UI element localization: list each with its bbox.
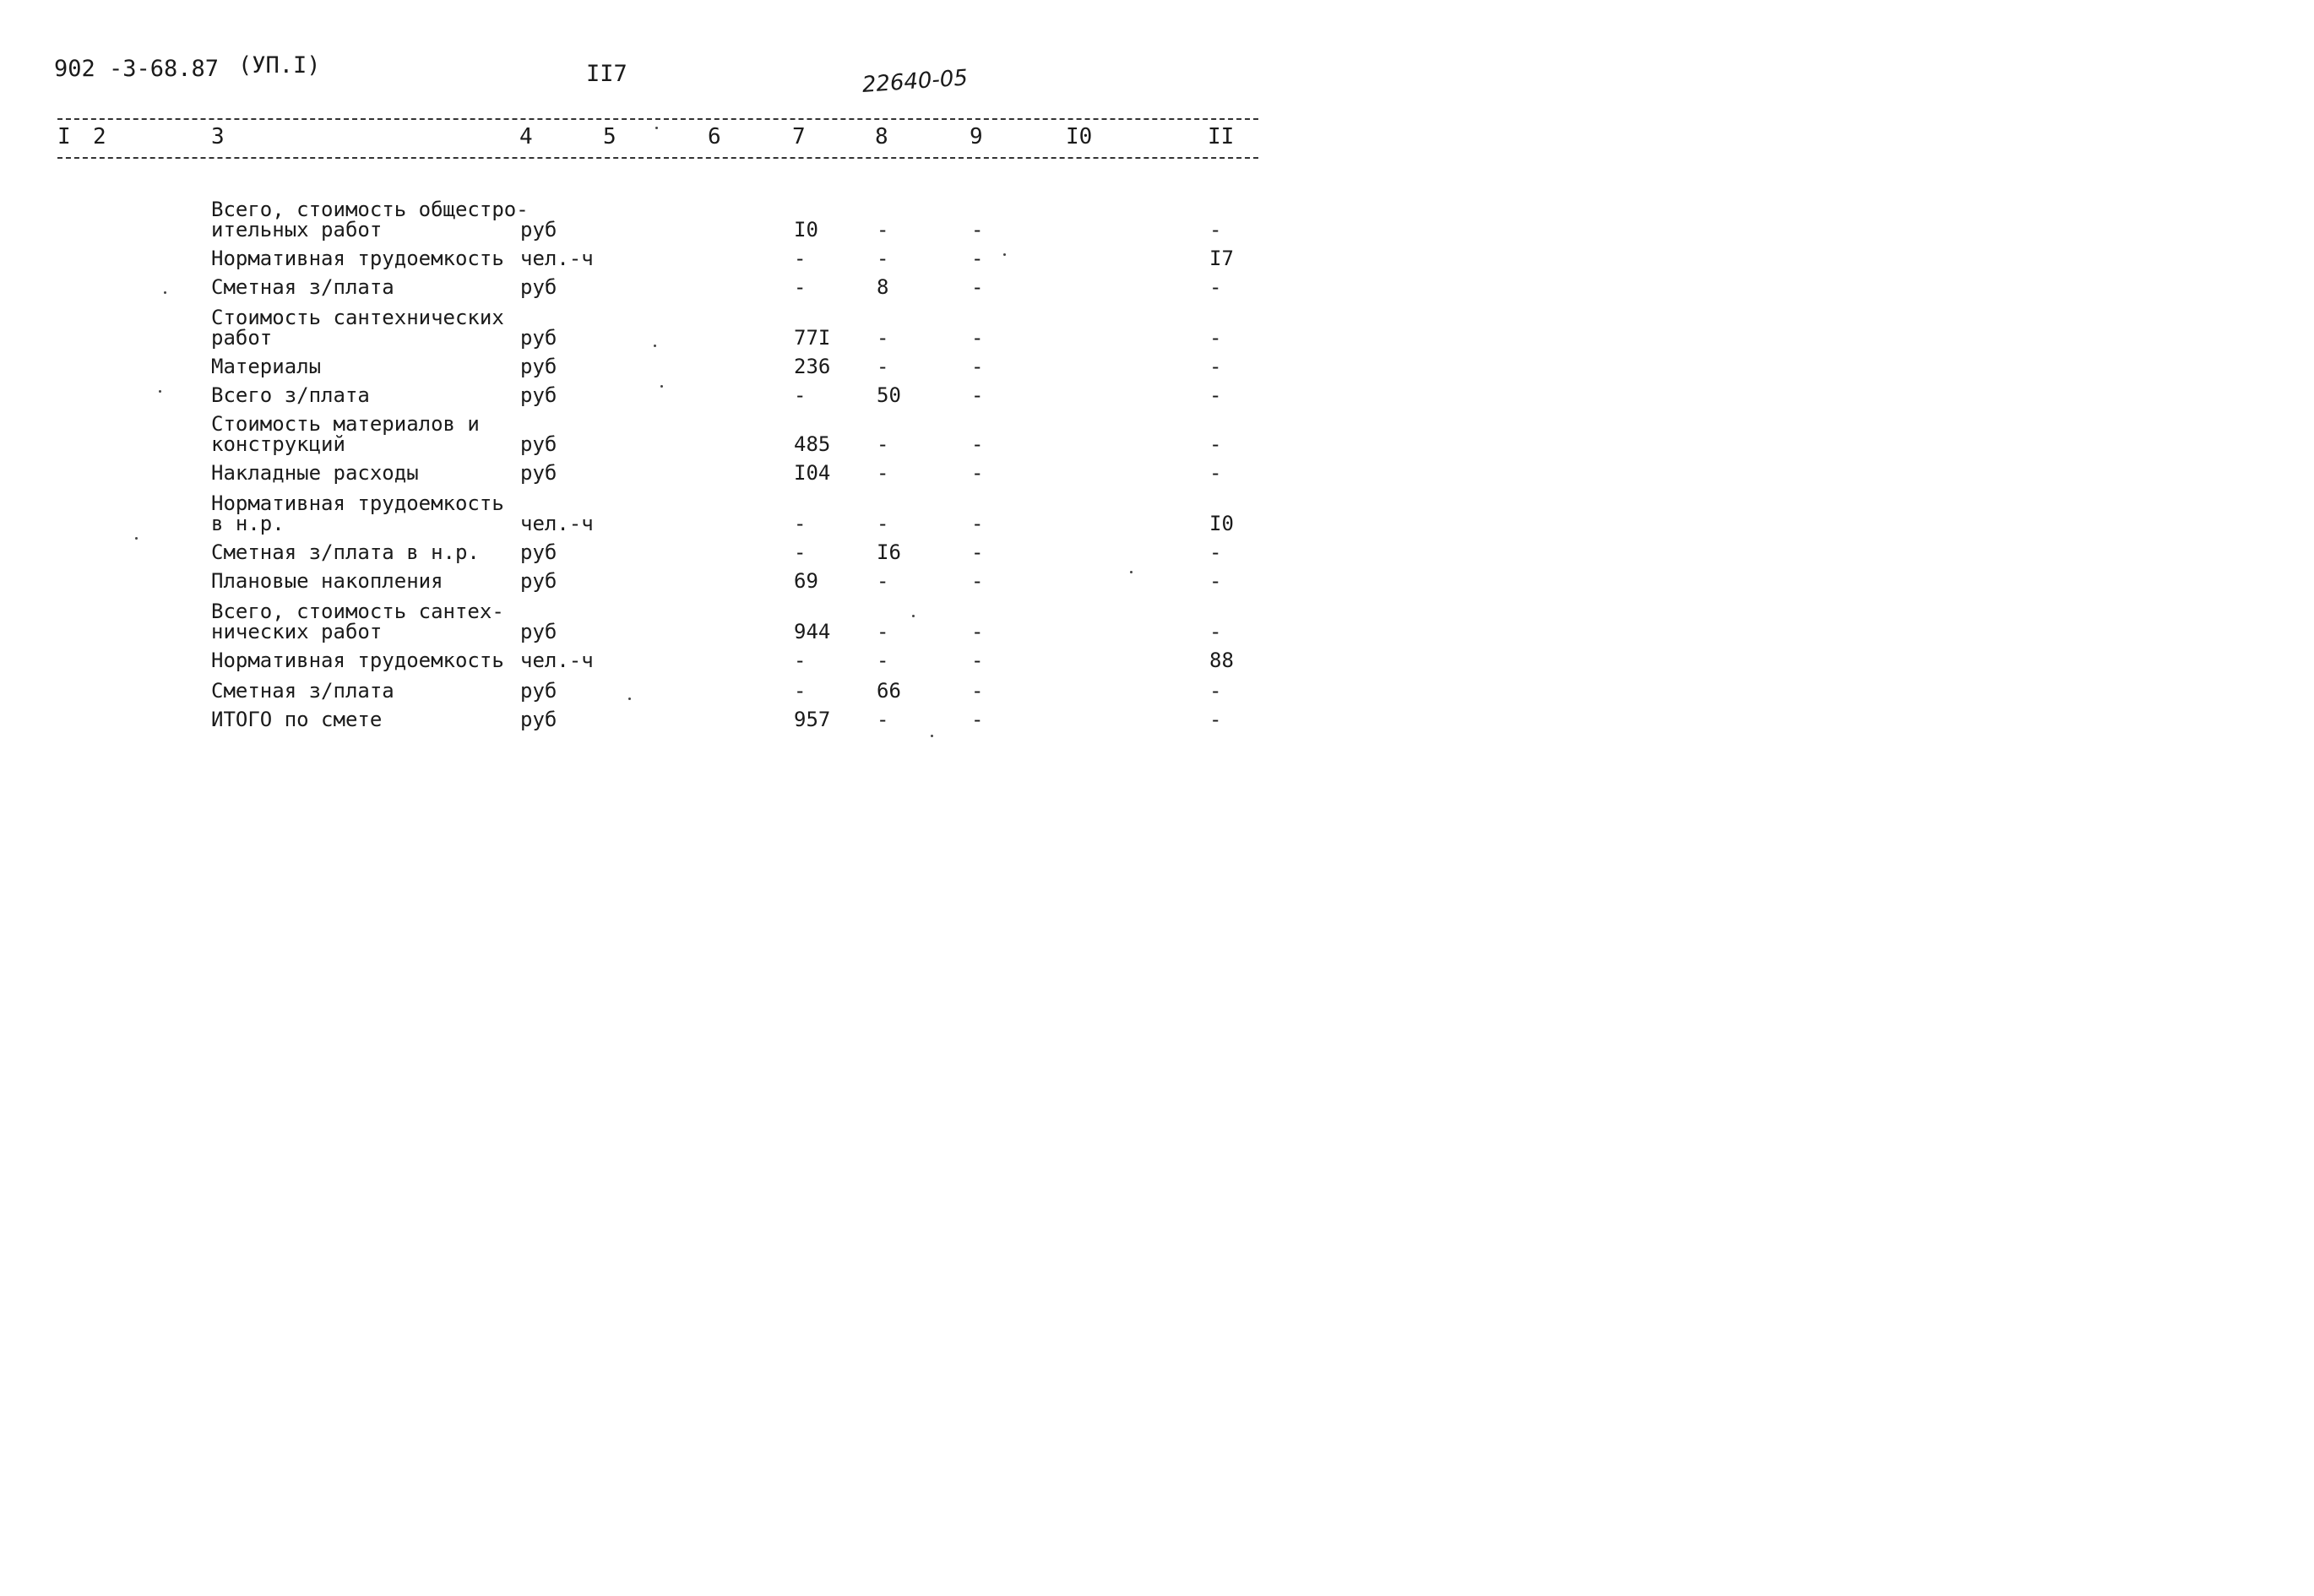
row-description: Нормативная трудоемкость xyxy=(211,247,504,270)
header-top-rule xyxy=(57,118,1258,120)
table-row xyxy=(0,405,1317,454)
column-number: 6 xyxy=(708,124,721,149)
column-number: 7 xyxy=(792,124,806,149)
scan-speck xyxy=(628,698,631,700)
row-col9: - xyxy=(971,708,984,731)
row-col11: - xyxy=(1209,355,1222,378)
row-col11: - xyxy=(1209,218,1222,242)
row-col11: - xyxy=(1209,708,1222,731)
table-row xyxy=(0,240,1317,269)
scan-speck xyxy=(660,385,663,388)
scan-speck xyxy=(159,390,161,393)
table-row xyxy=(0,377,1317,405)
table-row xyxy=(0,454,1317,483)
scan-speck xyxy=(912,615,915,617)
table-row xyxy=(0,348,1317,377)
row-col9: - xyxy=(971,649,984,672)
row-col8: - xyxy=(877,461,889,485)
row-unit: руб xyxy=(520,540,557,564)
row-col8: - xyxy=(877,432,889,456)
row-description: Всего з/плата xyxy=(211,383,370,407)
row-description: Всего, стоимость сантех- нических работ xyxy=(211,600,504,643)
row-unit: руб xyxy=(520,326,557,350)
table-row xyxy=(0,562,1317,591)
row-col11: - xyxy=(1209,569,1222,593)
column-number: 4 xyxy=(519,124,533,149)
row-col7: - xyxy=(794,383,807,407)
row-col8: - xyxy=(877,512,889,535)
row-unit: чел.-ч xyxy=(520,512,594,535)
row-col11: - xyxy=(1209,326,1222,350)
row-description: ИТОГО по смете xyxy=(211,708,383,731)
header-bottom-rule xyxy=(57,157,1258,159)
column-number: I xyxy=(57,124,71,149)
row-unit: руб xyxy=(520,708,557,731)
row-col9: - xyxy=(971,275,984,299)
row-col11: I7 xyxy=(1209,247,1234,270)
row-col9: - xyxy=(971,679,984,703)
row-unit: руб xyxy=(520,275,557,299)
row-col11: - xyxy=(1209,461,1222,485)
scan-speck xyxy=(164,291,166,294)
row-col7: I0 xyxy=(794,218,818,242)
row-unit: руб xyxy=(520,218,557,242)
table-row xyxy=(0,593,1317,642)
row-description: Плановые накопления xyxy=(211,569,443,593)
table-row xyxy=(0,269,1317,297)
row-description: Сметная з/плата в н.р. xyxy=(211,540,480,564)
row-col9: - xyxy=(971,569,984,593)
row-col9: - xyxy=(971,512,984,535)
row-col9: - xyxy=(971,355,984,378)
row-col7: - xyxy=(794,649,807,672)
scan-speck xyxy=(931,735,933,737)
row-col7: - xyxy=(794,679,807,703)
scan-speck xyxy=(655,127,658,129)
row-col11: - xyxy=(1209,383,1222,407)
row-col7: 485 xyxy=(794,432,831,456)
row-col9: - xyxy=(971,620,984,643)
column-number: I0 xyxy=(1066,124,1093,149)
row-col7: - xyxy=(794,540,807,564)
row-unit: руб xyxy=(520,620,557,643)
table-row xyxy=(0,701,1317,730)
row-description: Нормативная трудоемкость в н.р. xyxy=(211,491,504,535)
row-col11: - xyxy=(1209,432,1222,456)
scan-speck xyxy=(654,345,656,347)
row-col9: - xyxy=(971,432,984,456)
row-col7: - xyxy=(794,275,807,299)
column-number: 8 xyxy=(875,124,888,149)
row-unit: руб xyxy=(520,679,557,703)
row-unit: руб xyxy=(520,355,557,378)
row-description: Всего, стоимость общестро- ительных работ xyxy=(211,198,529,242)
row-col8: 8 xyxy=(877,275,889,299)
row-col9: - xyxy=(971,461,984,485)
row-col8: - xyxy=(877,569,889,593)
row-col7: I04 xyxy=(794,461,831,485)
row-col7: 77I xyxy=(794,326,831,350)
table-row xyxy=(0,534,1317,562)
scan-speck xyxy=(135,537,138,540)
row-description: Сметная з/плата xyxy=(211,275,394,299)
row-col7: 69 xyxy=(794,569,818,593)
row-col9: - xyxy=(971,383,984,407)
row-col11: - xyxy=(1209,275,1222,299)
row-col11: 88 xyxy=(1209,649,1234,672)
row-unit: руб xyxy=(520,383,557,407)
table-row xyxy=(0,642,1317,670)
row-unit: чел.-ч xyxy=(520,247,594,270)
column-number: 3 xyxy=(211,124,225,149)
row-col7: 236 xyxy=(794,355,831,378)
album-label: (УП.I) xyxy=(238,52,321,79)
column-number: 5 xyxy=(603,124,617,149)
row-col9: - xyxy=(971,540,984,564)
row-col11: - xyxy=(1209,540,1222,564)
row-col7: 944 xyxy=(794,620,831,643)
row-col7: - xyxy=(794,247,807,270)
row-col11: I0 xyxy=(1209,512,1234,535)
row-col9: - xyxy=(971,218,984,242)
row-unit: руб xyxy=(520,569,557,593)
column-number: II xyxy=(1208,124,1235,149)
table-row xyxy=(0,485,1317,534)
row-col11: - xyxy=(1209,620,1222,643)
row-col7: 957 xyxy=(794,708,831,731)
scan-speck xyxy=(1130,571,1133,573)
row-col8: - xyxy=(877,708,889,731)
stamp-number: 22640-05 xyxy=(861,65,969,98)
table-row xyxy=(0,191,1317,240)
page-number: II7 xyxy=(586,61,627,87)
row-col8: - xyxy=(877,620,889,643)
row-col8: 66 xyxy=(877,679,901,703)
row-unit: руб xyxy=(520,461,557,485)
row-col8: 50 xyxy=(877,383,901,407)
column-number: 9 xyxy=(970,124,983,149)
row-col8: - xyxy=(877,326,889,350)
row-col8: - xyxy=(877,247,889,270)
row-col8: I6 xyxy=(877,540,901,564)
row-description: Нормативная трудоемкость xyxy=(211,649,504,672)
row-col9: - xyxy=(971,247,984,270)
table-row xyxy=(0,299,1317,348)
row-col8: - xyxy=(877,649,889,672)
scan-speck xyxy=(1003,253,1006,256)
row-col8: - xyxy=(877,218,889,242)
row-description: Материалы xyxy=(211,355,322,378)
column-number: 2 xyxy=(93,124,106,149)
row-col9: - xyxy=(971,326,984,350)
row-col8: - xyxy=(877,355,889,378)
row-unit: чел.-ч xyxy=(520,649,594,672)
row-col7: - xyxy=(794,512,807,535)
row-unit: руб xyxy=(520,432,557,456)
row-col11: - xyxy=(1209,679,1222,703)
row-description: Стоимость сантехнических работ xyxy=(211,306,504,350)
row-description: Стоимость материалов и конструкций xyxy=(211,412,480,456)
row-description: Сметная з/плата xyxy=(211,679,394,703)
document-code: 902 -3-68.87 xyxy=(54,56,220,82)
row-description: Накладные расходы xyxy=(211,461,419,485)
table-row xyxy=(0,672,1317,701)
